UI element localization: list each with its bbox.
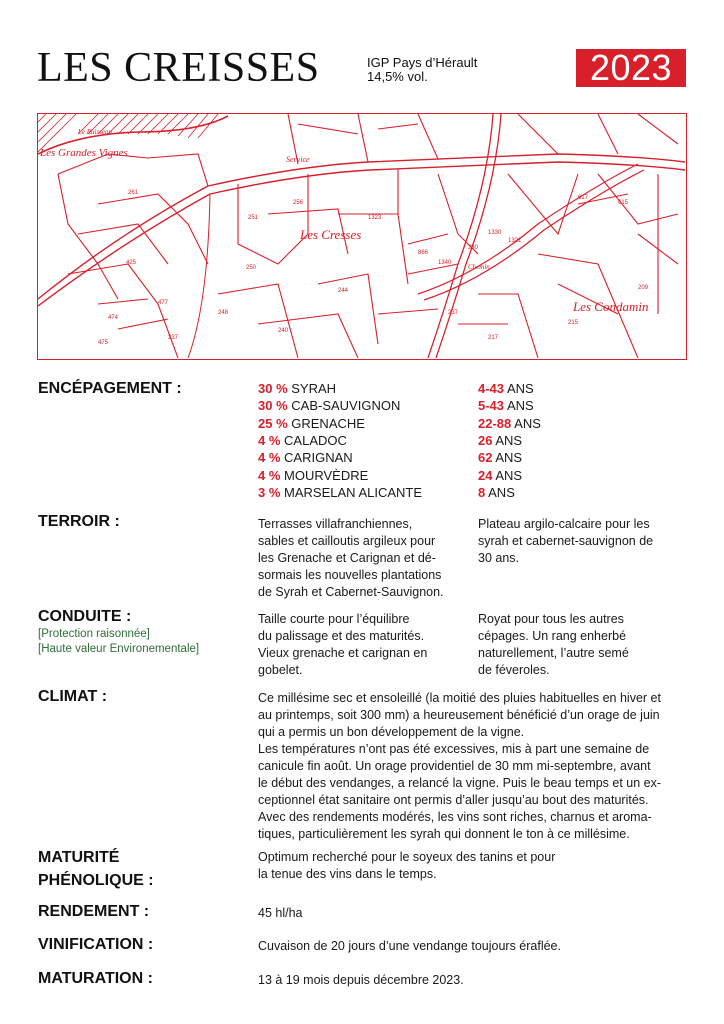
svg-text:1330: 1330 (488, 230, 502, 236)
text-line: la tenue des vins dans le temps. (258, 867, 437, 881)
grape-percentage: 4 % (258, 450, 281, 466)
vine-age (478, 397, 534, 414)
vinification-label: VINIFICATION : (38, 936, 154, 953)
svg-text:1321: 1321 (508, 238, 522, 244)
cadastral-map-drawing (38, 114, 685, 358)
vine-age (478, 449, 522, 466)
svg-text:256: 256 (293, 200, 304, 206)
vintage-badge: 2023 (576, 49, 686, 87)
text-line: sables et cailloutis argileux pour (258, 534, 436, 548)
wine-appellation-block (367, 56, 477, 84)
vine-age-unit: ANS (495, 450, 523, 466)
map-label-ruisseau: Le Ruisseau (78, 128, 113, 136)
vine-age-number: 62 (478, 450, 493, 466)
grape-row (258, 415, 365, 432)
svg-text:474: 474 (108, 315, 119, 321)
vine-age-number: 22-88 (478, 415, 512, 431)
terroir-col1 (258, 516, 473, 601)
conduite-label: CONDUITE : (38, 608, 132, 625)
grape-row (258, 449, 353, 466)
vine-age-number: 4-43 (478, 381, 505, 396)
map-label-les: Les Grandes Vignes (40, 147, 128, 159)
text-line: de féveroles. (478, 663, 550, 677)
svg-text:617: 617 (578, 195, 589, 201)
vine-age-unit: ANS (514, 415, 541, 431)
text-line: Ce millésime sec et ensoleillé (la moitié des pluies habituelles en hiver et (258, 691, 661, 705)
climat-text (258, 690, 690, 843)
text-line: de Syrah et Cabernet-Sauvignon. (258, 585, 444, 599)
conduite-notes (38, 627, 199, 657)
grape-row (258, 432, 347, 449)
maturite-label-line2: PHÉNOLIQUE : (38, 872, 154, 889)
grape-name: GRENACHE (291, 415, 365, 431)
terroir-col2 (478, 516, 688, 567)
vine-age-unit: ANS (495, 467, 523, 483)
vine-age-number: 5-43 (478, 398, 505, 414)
maturation-label: MATURATION : (38, 970, 153, 987)
map-label-cresses: Les Cresses (300, 227, 362, 242)
vine-age (478, 484, 515, 501)
vine-age-number: 24 (478, 467, 493, 483)
text-line: Les températures n’ont pas été excessives, mis à part une semaine de (258, 742, 650, 756)
text-line: tiques, particulièrement les syrah qui donnent le ton à ce millésime. (258, 827, 630, 841)
vine-age-unit: ANS (506, 381, 534, 396)
svg-text:475: 475 (98, 340, 109, 346)
text-line: Plateau argilo-calcaire pour les (478, 517, 650, 531)
grape-row (258, 380, 336, 397)
text-line: du palissage et des maturités. (258, 629, 425, 643)
text-line: au printemps, soit 300 mm) a heureusement bénéficié d’un orage de juin (258, 708, 660, 722)
svg-text:215: 215 (568, 320, 579, 326)
grape-percentage: 30 % (258, 398, 288, 414)
alcohol-content: 14,5% vol. (367, 69, 428, 84)
text-line: gobelet. (258, 663, 303, 677)
grape-name: CAB-SAUVIGNON (291, 398, 401, 414)
vine-age (478, 467, 522, 484)
svg-text:237: 237 (168, 335, 179, 341)
text-line: Royat pour tous les autres (478, 612, 624, 626)
rendement-value: 45 hl/ha (258, 906, 303, 920)
map-label-condamines: Les Condamin (573, 299, 649, 314)
map-label-chemin: Chemin (468, 263, 490, 271)
vine-age-number: 8 (478, 484, 486, 500)
grape-name: CARIGNAN (284, 450, 353, 466)
svg-text:244: 244 (338, 288, 349, 294)
grape-percentage: 4 % (258, 432, 281, 448)
text-line: Terrasses villafranchiennes, (258, 517, 413, 531)
vine-age-unit: ANS (495, 432, 523, 448)
text-line: Taille courte pour l’équilibre (258, 612, 410, 626)
maturite-label-line1: MATURITÉ (38, 849, 120, 866)
cadastral-map (37, 113, 687, 360)
note-protection: [Protection raisonnée] (38, 628, 150, 640)
svg-text:425: 425 (126, 260, 137, 266)
vine-age-unit: ANS (488, 484, 515, 500)
svg-text:217: 217 (488, 335, 499, 341)
grape-percentage: 25 % (258, 415, 288, 431)
text-line: syrah et cabernet-sauvignon de (478, 534, 654, 548)
svg-text:1340: 1340 (438, 260, 452, 266)
svg-text:237: 237 (448, 310, 459, 316)
svg-text:866: 866 (418, 250, 429, 256)
text-line: ceptionnel état sanitaire ont permis d’aller jusqu’au bout des maturités. (258, 793, 649, 807)
svg-text:1323: 1323 (368, 215, 382, 221)
svg-text:250: 250 (246, 265, 257, 271)
maturite-label (38, 846, 154, 892)
grape-name: CALADOC (284, 432, 347, 448)
vine-age-number: 26 (478, 432, 493, 448)
text-line: Avec des rendements modérés, les vins sont riches, charnus et aroma- (258, 810, 652, 824)
maturation-value: 13 à 19 mois depuis décembre 2023. (258, 973, 464, 987)
text-line: naturellement, l’autre semé (478, 646, 629, 660)
text-line: qui a permis un bon développement de la vigne. (258, 725, 525, 739)
grape-percentage: 3 % (258, 484, 281, 500)
grape-row (258, 397, 400, 414)
climat-label: CLIMAT : (38, 688, 108, 705)
svg-text:477: 477 (158, 300, 169, 306)
text-line: 30 ans. (478, 551, 520, 565)
vine-age (478, 380, 534, 397)
vine-age (478, 432, 522, 449)
svg-text:261: 261 (128, 190, 139, 196)
vinification-value: Cuvaison de 20 jours d’une vendange toujours éraflée. (258, 939, 561, 953)
grape-percentage: 30 % (258, 381, 288, 396)
map-label-service: Service (286, 155, 310, 164)
text-line: cépages. Un rang enherbé (478, 629, 627, 643)
text-line: Optimum recherché pour le soyeux des tanins et pour (258, 850, 556, 864)
wine-title: LES CREISSES (37, 45, 320, 91)
vine-age (478, 415, 541, 432)
vine-age-unit: ANS (506, 398, 534, 414)
svg-text:240: 240 (278, 328, 289, 334)
grape-name: SYRAH (291, 381, 337, 396)
text-line: les Grenache et Carignan et dé- (258, 551, 436, 565)
conduite-col2 (478, 611, 688, 679)
appellation: IGP Pays d’Hérault (367, 55, 478, 70)
text-line: canicule fin août. Un orage providentiel de 30 mm mi-septembre, avant (258, 759, 651, 773)
svg-text:615: 615 (618, 200, 629, 206)
encepagement-label: ENCÉPAGEMENT : (38, 380, 182, 397)
rendement-label: RENDEMENT : (38, 903, 150, 920)
svg-text:209: 209 (638, 285, 649, 291)
grape-percentage: 4 % (258, 467, 281, 483)
text-line: le début des vendanges, a relancé la vigne. Puis le beau temps et un ex- (258, 776, 662, 790)
grape-row (258, 467, 368, 484)
note-hve: [Haute valeur Environementale] (38, 643, 200, 655)
svg-text:248: 248 (218, 310, 229, 316)
text-line: Vieux grenache et carignan en (258, 646, 428, 660)
svg-text:251: 251 (248, 215, 259, 221)
terroir-label: TERROIR : (38, 513, 120, 530)
text-line: sormais les nouvelles plantations (258, 568, 442, 582)
grape-name: MOURVÈDRE (284, 467, 369, 483)
grape-name: MARSELAN ALICANTE (284, 484, 423, 500)
maturite-text (258, 849, 678, 883)
svg-text:230: 230 (468, 245, 479, 251)
grape-row (258, 484, 422, 501)
conduite-col1 (258, 611, 473, 679)
